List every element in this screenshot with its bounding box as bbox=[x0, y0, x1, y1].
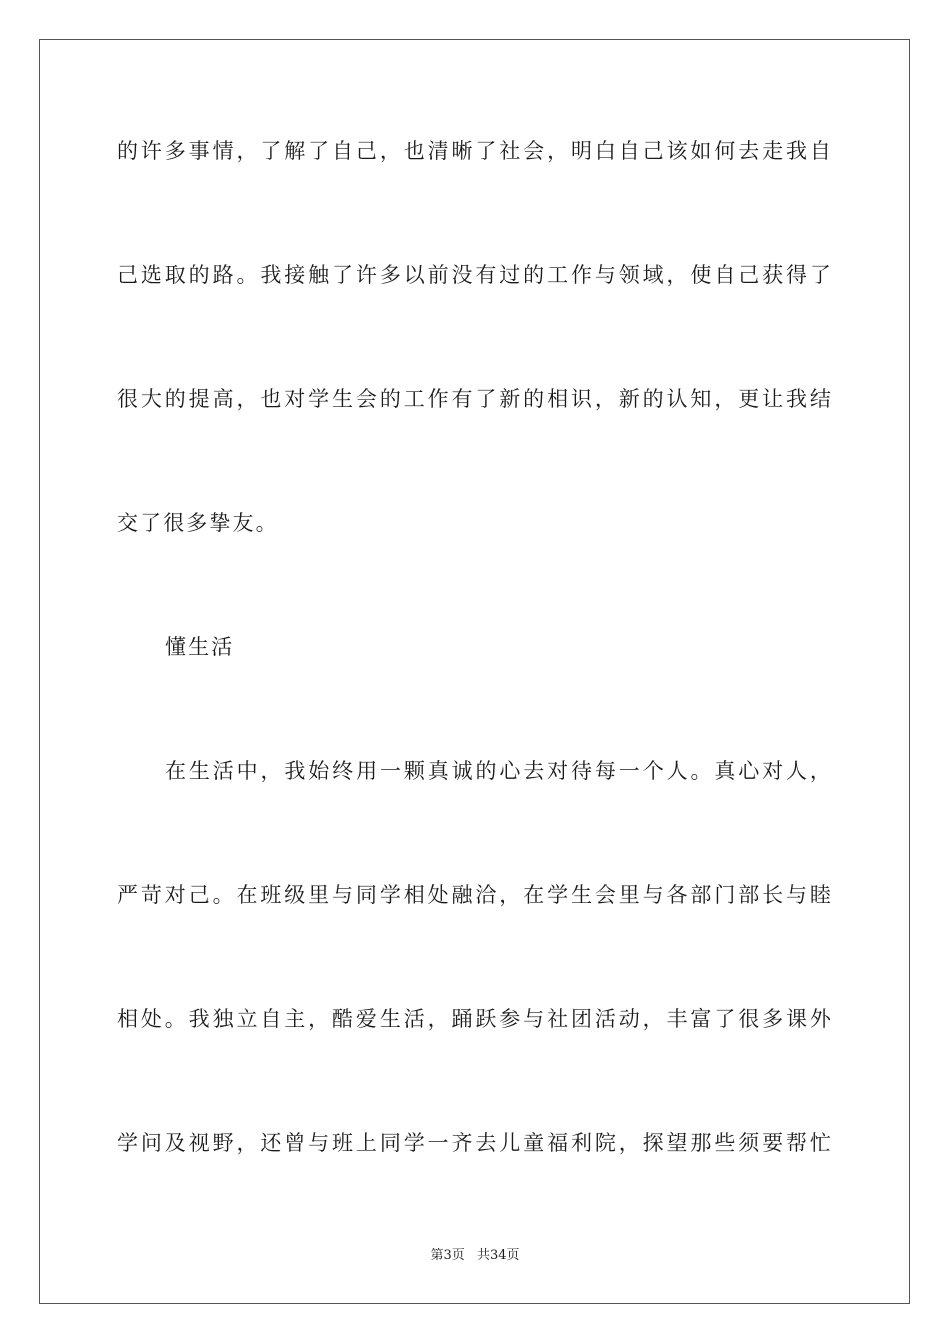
page-border bbox=[39, 39, 910, 1304]
section-heading: 懂生活 bbox=[165, 635, 235, 659]
paragraph-line: 很大的提高，也对学生会的工作有了新的相识，新的认知，更让我结 bbox=[117, 387, 833, 411]
paragraph-line: 严苛对己。在班级里与同学相处融洽，在学生会里与各部门部长与睦 bbox=[117, 883, 833, 907]
paragraph-line: 交了很多挚友。 bbox=[117, 511, 279, 535]
paragraph-line: 的许多事情，了解了自己，也清晰了社会，明白自己该如何去走我自 bbox=[117, 139, 833, 163]
page-total: 共34页 bbox=[476, 1248, 520, 1263]
paragraph-line: 在生活中，我始终用一颗真诚的心去对待每一个人。真心对人， bbox=[165, 759, 833, 783]
paragraph-line: 学问及视野，还曾与班上同学一齐去儿童福利院，探望那些须要帮忙 bbox=[117, 1131, 833, 1155]
paragraph-line: 相处。我独立自主，酷爱生活，踊跃参与社团活动，丰富了很多课外 bbox=[117, 1007, 833, 1031]
page-footer bbox=[0, 1247, 950, 1265]
page-number: 第3页 bbox=[430, 1248, 465, 1263]
paragraph-line: 己选取的路。我接触了许多以前没有过的工作与领域，使自己获得了 bbox=[117, 263, 833, 287]
